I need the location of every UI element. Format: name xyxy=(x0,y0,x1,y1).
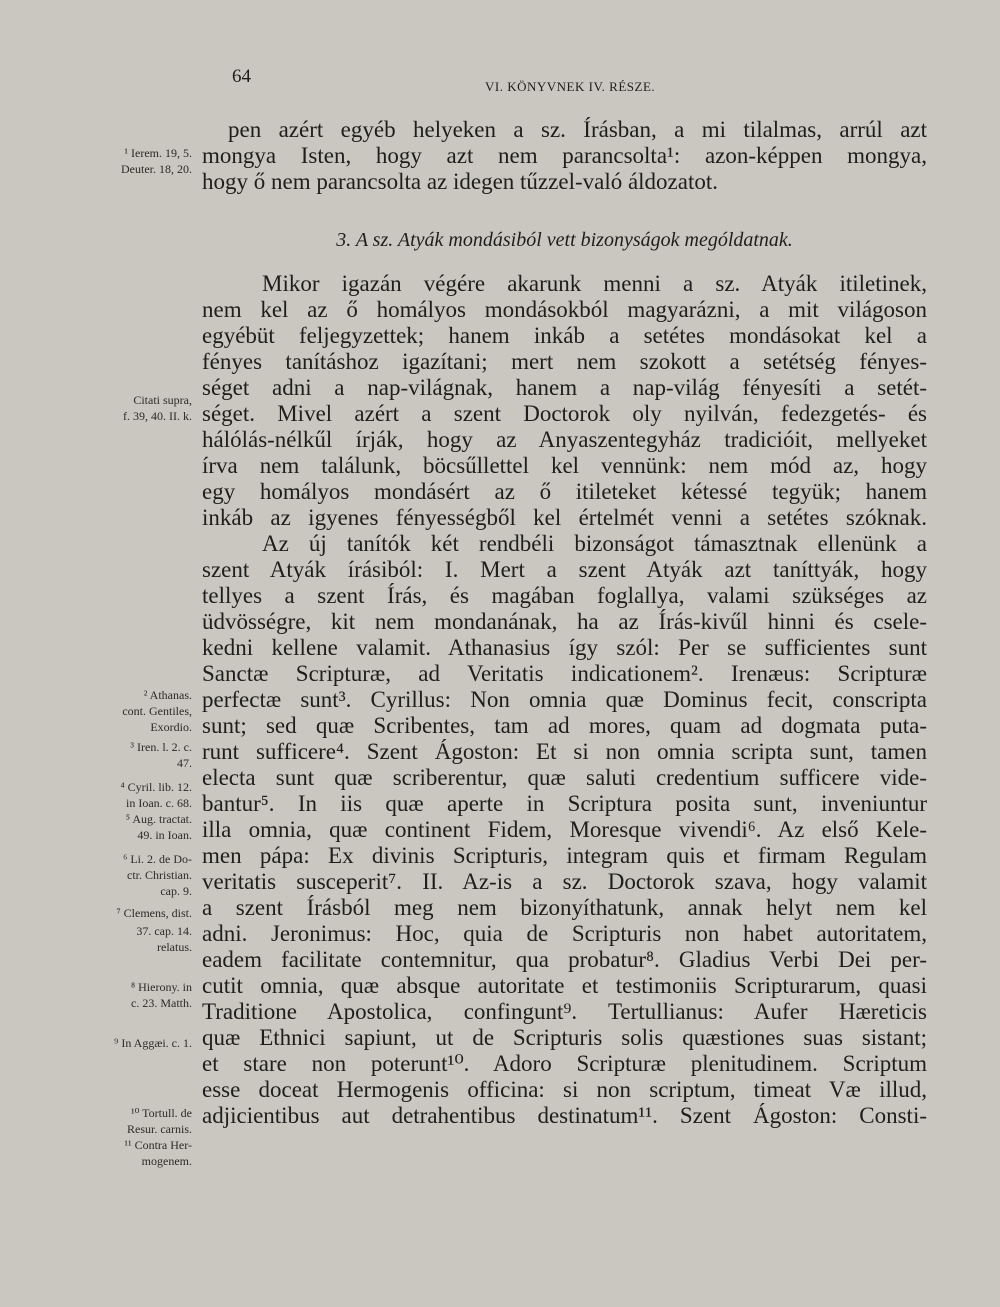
text-line: hogy ő nem parancsolta az idegen tűzzel-való áldozatot. xyxy=(202,169,719,194)
text-line: egyébüt feljegyzettek; hanem inkáb a setétes mondásokat kel a xyxy=(202,323,927,348)
margin-note: ⁶ Li. 2. de Do- xyxy=(123,852,192,866)
text-line: illa omnia, quæ continent Fidem, Moresque vivendi⁶. Az első Kele- xyxy=(202,817,927,842)
text-line: kedni kellene valamit. Athanasius így szól: Per se sufficientes sunt xyxy=(202,635,927,660)
margin-note: ¹¹ Contra Her- xyxy=(124,1138,192,1152)
margin-note: cont. Gentiles, xyxy=(122,704,192,718)
text-line: Traditione Apostolica, confingunt⁹. Tertullianus: Aufer Hæreticis xyxy=(202,999,927,1024)
text-line: veritatis susceperit⁷. II. Az-is a sz. Doctorok szava, hogy valamit xyxy=(202,869,927,894)
text-line: Mikor igazán végére akarunk menni a sz. Atyák itiletinek, xyxy=(262,271,927,296)
margin-note: ⁹ In Aggæi. c. 1. xyxy=(114,1036,192,1050)
margin-note: Resur. carnis. xyxy=(127,1122,192,1136)
margin-note: relatus. xyxy=(157,940,192,954)
main-text xyxy=(202,117,927,1129)
text-line: írva nem találunk, böcsűllettel kel vennünk: nem mód az, hogy xyxy=(202,453,927,478)
text-line: adjicientibus aut detrahentibus destinatum¹¹. Szent Ágoston: Consti- xyxy=(202,1103,927,1128)
margin-note: 37. cap. 14. xyxy=(136,924,192,938)
margin-note: ⁷ Clemens, dist. xyxy=(116,906,192,920)
text-line: tellyes a szent Írás, és magában foglallya, valami szükséges az xyxy=(202,583,927,608)
text-line: hálólás-nélkűl írják, hogy az Anyaszentegyház tradicióit, mellyeket xyxy=(202,427,927,452)
margin-note: ² Athanas. xyxy=(143,688,192,702)
margin-note: ⁸ Hierony. in xyxy=(130,980,192,994)
margin-note: 49. in Ioan. xyxy=(137,828,192,842)
text-line: cutit omnia, quæ absque autoritate et testimoniis Scripturarum, quasi xyxy=(202,973,927,998)
margin-note: Exordio. xyxy=(150,720,192,734)
text-line: üdvösségre, kit nem mondanának, ha az Írás-kivűl hinni és csele- xyxy=(202,609,927,634)
text-line: pen azért egyéb helyeken a sz. Írásban, a mi tilalmas, arrúl azt xyxy=(228,117,927,142)
margin-note: ¹ Ierem. 19, 5. xyxy=(124,146,192,160)
text-line: perfectæ sunt³. Cyrillus: Non omnia quæ Dominus fecit, conscripta xyxy=(202,687,927,712)
text-line: a szent Írásból meg nem bizonyíthatunk, annak helyt nem kel xyxy=(202,895,927,920)
margin-note: ⁵ Aug. tractat. xyxy=(125,812,192,826)
text-line: mongya Isten, hogy azt nem parancsolta¹: azon-képpen mongya, xyxy=(202,143,927,168)
text-line: egy homályos mondásért az ő itileteket kétessé tegyük; hanem xyxy=(202,479,927,504)
margin-note: f. 39, 40. II. k. xyxy=(123,409,192,423)
text-line: runt sufficere⁴. Szent Ágoston: Et si non omnia scripta sunt, tamen xyxy=(202,739,927,764)
margin-note: Deuter. 18, 20. xyxy=(121,162,192,176)
text-line: inkáb az igyenes fényességből kel értelmét venni a setétes szóknak. xyxy=(202,505,927,530)
text-line: eadem facilitate contemnitur, qua probatur⁸. Gladius Verbi Dei per- xyxy=(202,947,927,972)
margin-note: Citati supra, xyxy=(133,393,192,407)
text-line: men pápa: Ex divinis Scripturis, integram quis et firmam Regulam xyxy=(202,843,927,868)
margin-note: in Ioan. c. 68. xyxy=(126,796,192,810)
spacer xyxy=(202,255,927,271)
text-line: quæ Ethnici sapiunt, ut de Scripturis solis quæstiones suas sistant; xyxy=(202,1025,927,1050)
text-line: séget. Mivel azért a szent Doctorok oly nyilván, fedezgetés- és xyxy=(202,401,927,426)
text-line: adni. Jeronimus: Hoc, quia de Scripturis non habet autoritatem, xyxy=(202,921,927,946)
margin-note: c. 23. Matth. xyxy=(131,996,192,1010)
margin-note: 47. xyxy=(177,756,192,770)
spacer xyxy=(202,195,927,225)
text-line: electa sunt quæ scriberentur, quæ saluti credentium sufficere vide- xyxy=(202,765,927,790)
text-line: Sanctæ Scripturæ, ad Veritatis indicationem². Irenæus: Scripturæ xyxy=(202,661,927,686)
text-line: séget adni a nap-világnak, hanem a nap-világ fényesíti a setét- xyxy=(202,375,927,400)
section-heading: 3. A sz. Atyák mondásiból vett bizonyságok mególdatnak. xyxy=(336,229,793,251)
text-line: bantur⁵. In iis quæ aperte in Scriptura posita sunt, inveniuntur xyxy=(202,791,927,816)
margin-note: ¹⁰ Tortull. de xyxy=(130,1106,192,1120)
margin-note: ⁴ Cyril. lib. 12. xyxy=(120,780,192,794)
text-line: Az új tanítók két rendbéli bizonságot támasztnak ellenünk a xyxy=(262,531,927,556)
margin-note: cap. 9. xyxy=(160,884,192,898)
margin-note: ³ Iren. l. 2. c. xyxy=(130,740,192,754)
text-line: nem kel az ő homályos mondásokból magyarázni, a mit világoson xyxy=(202,297,927,322)
margin-note: mogenem. xyxy=(141,1154,192,1168)
text-line: et stare non poterunt¹⁰. Adoro Scripturæ plenitudinem. Scriptum xyxy=(202,1051,927,1076)
text-line: sunt; sed quæ Scribentes, tam ad mores, quam ad dogmata puta- xyxy=(202,713,927,738)
text-line: esse doceat Hermogenis officina: si non scriptum, timeat Væ illud, xyxy=(202,1077,927,1102)
page-number: 64 xyxy=(232,66,251,87)
running-header: VI. KÖNYVNEK IV. RÉSZE. xyxy=(485,79,656,94)
margin-note: ctr. Christian. xyxy=(127,868,192,882)
text-line: szent Atyák írásiból: I. Mert a szent Atyák azt taníttyák, hogy xyxy=(202,557,927,582)
text-line: fényes tanításhoz igazítani; mert nem szokott a setétség fényes- xyxy=(202,349,927,374)
